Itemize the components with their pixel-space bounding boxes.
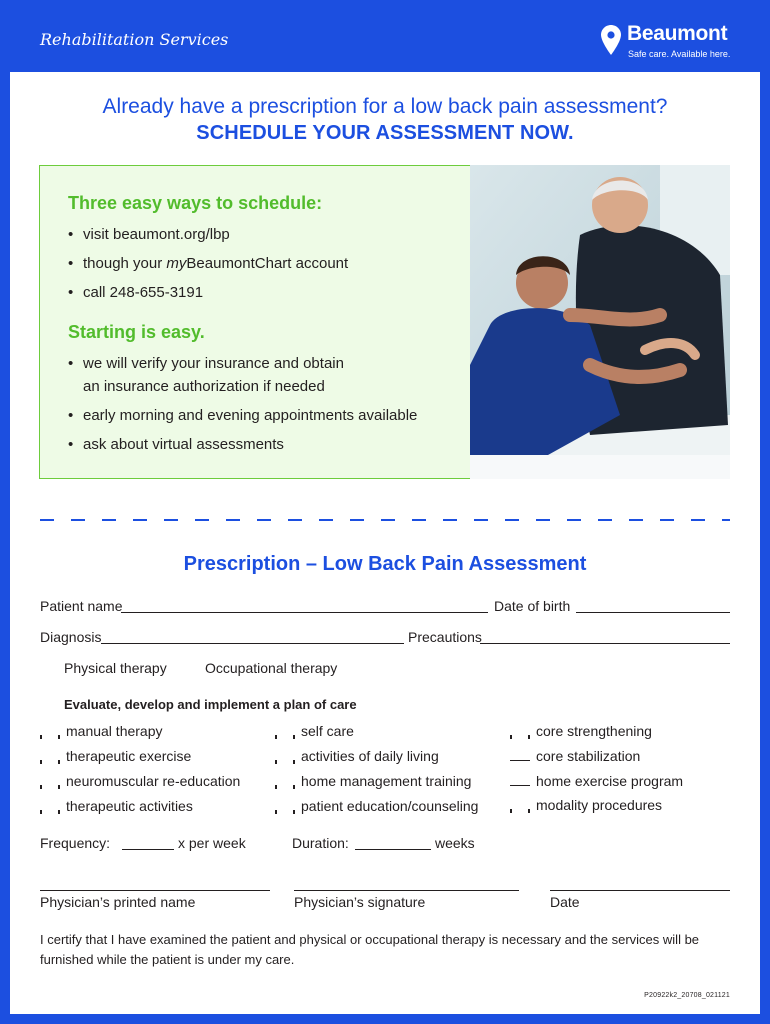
checkbox-patient-education[interactable]: patient education/counseling: [275, 798, 478, 814]
diagnosis-label: Diagnosis: [40, 629, 102, 645]
brand-name: Beaumont: [627, 22, 728, 45]
dob-field[interactable]: [576, 612, 730, 613]
frame-bottom: [0, 1014, 770, 1024]
patient-name-label: Patient name: [40, 598, 123, 614]
schedule-title: Three easy ways to schedule:: [68, 193, 323, 213]
signature-label: Physician’s signature: [294, 894, 426, 910]
precautions-field[interactable]: [480, 643, 730, 644]
frame-left: [0, 72, 10, 1024]
starting-item: • early morning and evening appointments available: [68, 407, 418, 424]
precautions-label: Precautions: [408, 629, 482, 645]
cut-line: [40, 519, 730, 521]
form-code: P20922k2_20708_021121: [644, 992, 730, 999]
checkbox-self-care[interactable]: self care: [275, 723, 354, 739]
duration-field[interactable]: [355, 849, 431, 850]
therapist-patient-photo: [470, 165, 730, 479]
department-name: Rehabilitation Services: [40, 30, 229, 49]
subheadline: SCHEDULE YOUR ASSESSMENT NOW.: [196, 122, 574, 144]
starting-title: Starting is easy.: [68, 322, 205, 342]
checkbox-core-strengthening[interactable]: core strengthening: [510, 723, 652, 739]
prescription-title: Prescription – Low Back Pain Assessment: [183, 553, 587, 575]
printed-name-label: Physician’s printed name: [40, 894, 196, 910]
checkbox-modality-procedures[interactable]: modality procedures: [510, 797, 662, 813]
diagnosis-field[interactable]: [101, 643, 404, 644]
checkbox-manual-therapy[interactable]: manual therapy: [40, 723, 163, 739]
frequency-unit: x per week: [178, 835, 246, 851]
checkbox-therapeutic-exercise[interactable]: therapeutic exercise: [40, 748, 191, 764]
date-field[interactable]: [550, 890, 730, 891]
schedule-item: • though your myBeaumontChart account: [68, 255, 349, 272]
printed-name-field[interactable]: [40, 890, 270, 891]
brand-logo: [601, 22, 741, 62]
checkbox-home-management[interactable]: home management training: [275, 773, 471, 789]
headline: Already have a prescription for a low back pain assessment?: [102, 95, 668, 118]
checkbox-therapeutic-activities[interactable]: therapeutic activities: [40, 798, 193, 814]
signature-field[interactable]: [294, 890, 519, 891]
checkbox-adl[interactable]: activities of daily living: [275, 748, 439, 764]
patient-name-field[interactable]: [121, 612, 488, 613]
checkbox-core-stabilization[interactable]: core stabilization: [510, 748, 640, 764]
schedule-item: • visit beaumont.org/lbp: [68, 226, 230, 243]
certification-statement: I certify that I have examined the patient and physical or occupational therapy is necessary and the services will be furnished while the patient is under my care.: [40, 932, 700, 967]
schedule-item: • call 248-655-3191: [68, 284, 204, 301]
dob-label: Date of birth: [494, 598, 571, 614]
checkbox-neuromuscular[interactable]: neuromuscular re-education: [40, 773, 240, 789]
frame-right: [760, 72, 770, 1024]
date-label: Date: [550, 894, 580, 910]
checkbox-home-exercise[interactable]: home exercise program: [510, 773, 683, 789]
frequency-field[interactable]: [122, 849, 174, 850]
evaluate-plan-title: Evaluate, develop and implement a plan of care: [64, 697, 357, 712]
duration-label: Duration:: [292, 835, 349, 851]
location-pin-icon: [601, 25, 621, 55]
duration-unit: weeks: [435, 835, 475, 851]
occupational-therapy-option[interactable]: Occupational therapy: [205, 660, 338, 676]
brand-tagline: Safe care. Available here.: [628, 49, 731, 59]
starting-item: • we will verify your insurance and obtain an insurance authorization if needed: [68, 355, 344, 395]
physical-therapy-option[interactable]: Physical therapy: [64, 660, 167, 676]
frequency-label: Frequency:: [40, 835, 111, 851]
starting-item: • ask about virtual assessments: [68, 436, 284, 453]
